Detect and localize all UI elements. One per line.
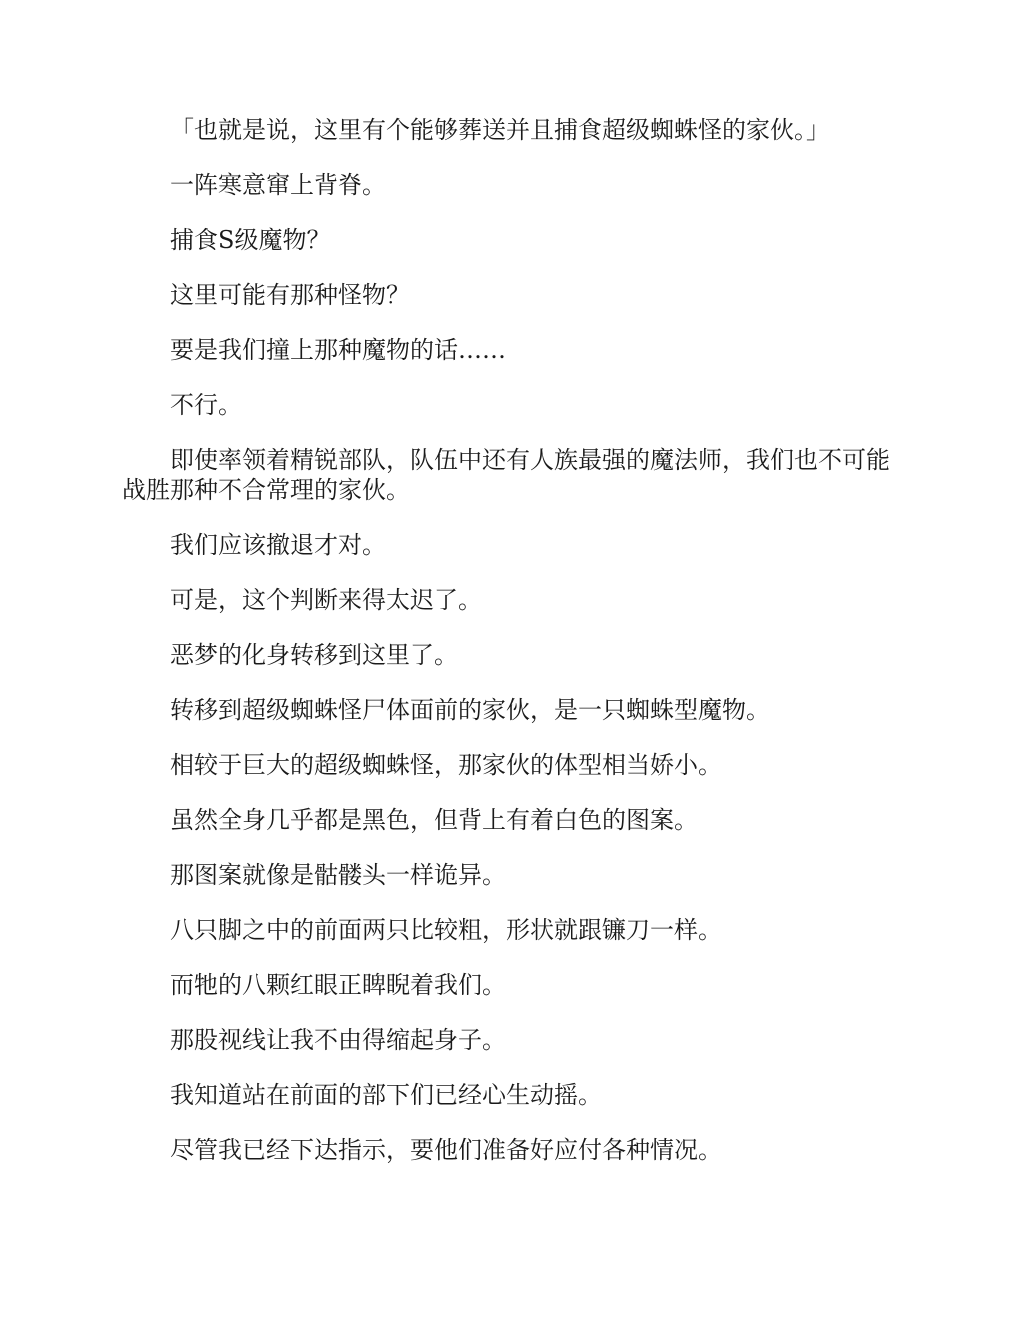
paragraph: 我知道站在前面的部下们已经心生动摇。 (170, 1081, 602, 1109)
paragraph: 要是我们撞上那种魔物的话…… (170, 336, 506, 364)
paragraph: 一阵寒意窜上背脊。 (170, 171, 386, 199)
paragraph: 不行。 (170, 391, 242, 419)
paragraph: 那股视线让我不由得缩起身子。 (170, 1026, 506, 1054)
paragraph: 相较于巨大的超级蜘蛛怪，那家伙的体型相当娇小。 (170, 751, 722, 779)
paragraph: 虽然全身几乎都是黑色，但背上有着白色的图案。 (170, 806, 698, 834)
paragraph: 那图案就像是骷髅头一样诡异。 (170, 861, 506, 889)
paragraph: 捕食S级魔物？ (170, 226, 331, 254)
paragraph: 即使率领着精锐部队，队伍中还有人族最强的魔法师，我们也不可能战胜那种不合常理的家伙。 (122, 446, 890, 504)
paragraph: 「也就是说，这里有个能够葬送并且捕食超级蜘蛛怪的家伙。」 (170, 116, 830, 144)
body-text (122, 115, 902, 1190)
paragraph: 八只脚之中的前面两只比较粗，形状就跟镰刀一样。 (170, 916, 722, 944)
paragraph: 恶梦的化身转移到这里了。 (170, 641, 458, 669)
paragraph: 尽管我已经下达指示，要他们准备好应付各种情况。 (170, 1136, 722, 1164)
paragraph: 可是，这个判断来得太迟了。 (170, 586, 482, 614)
paragraph: 而牠的八颗红眼正睥睨着我们。 (170, 971, 506, 999)
paragraph: 转移到超级蜘蛛怪尸体面前的家伙，是一只蜘蛛型魔物。 (170, 696, 770, 724)
paragraph: 这里可能有那种怪物？ (170, 281, 410, 309)
paragraph: 我们应该撤退才对。 (170, 531, 386, 559)
